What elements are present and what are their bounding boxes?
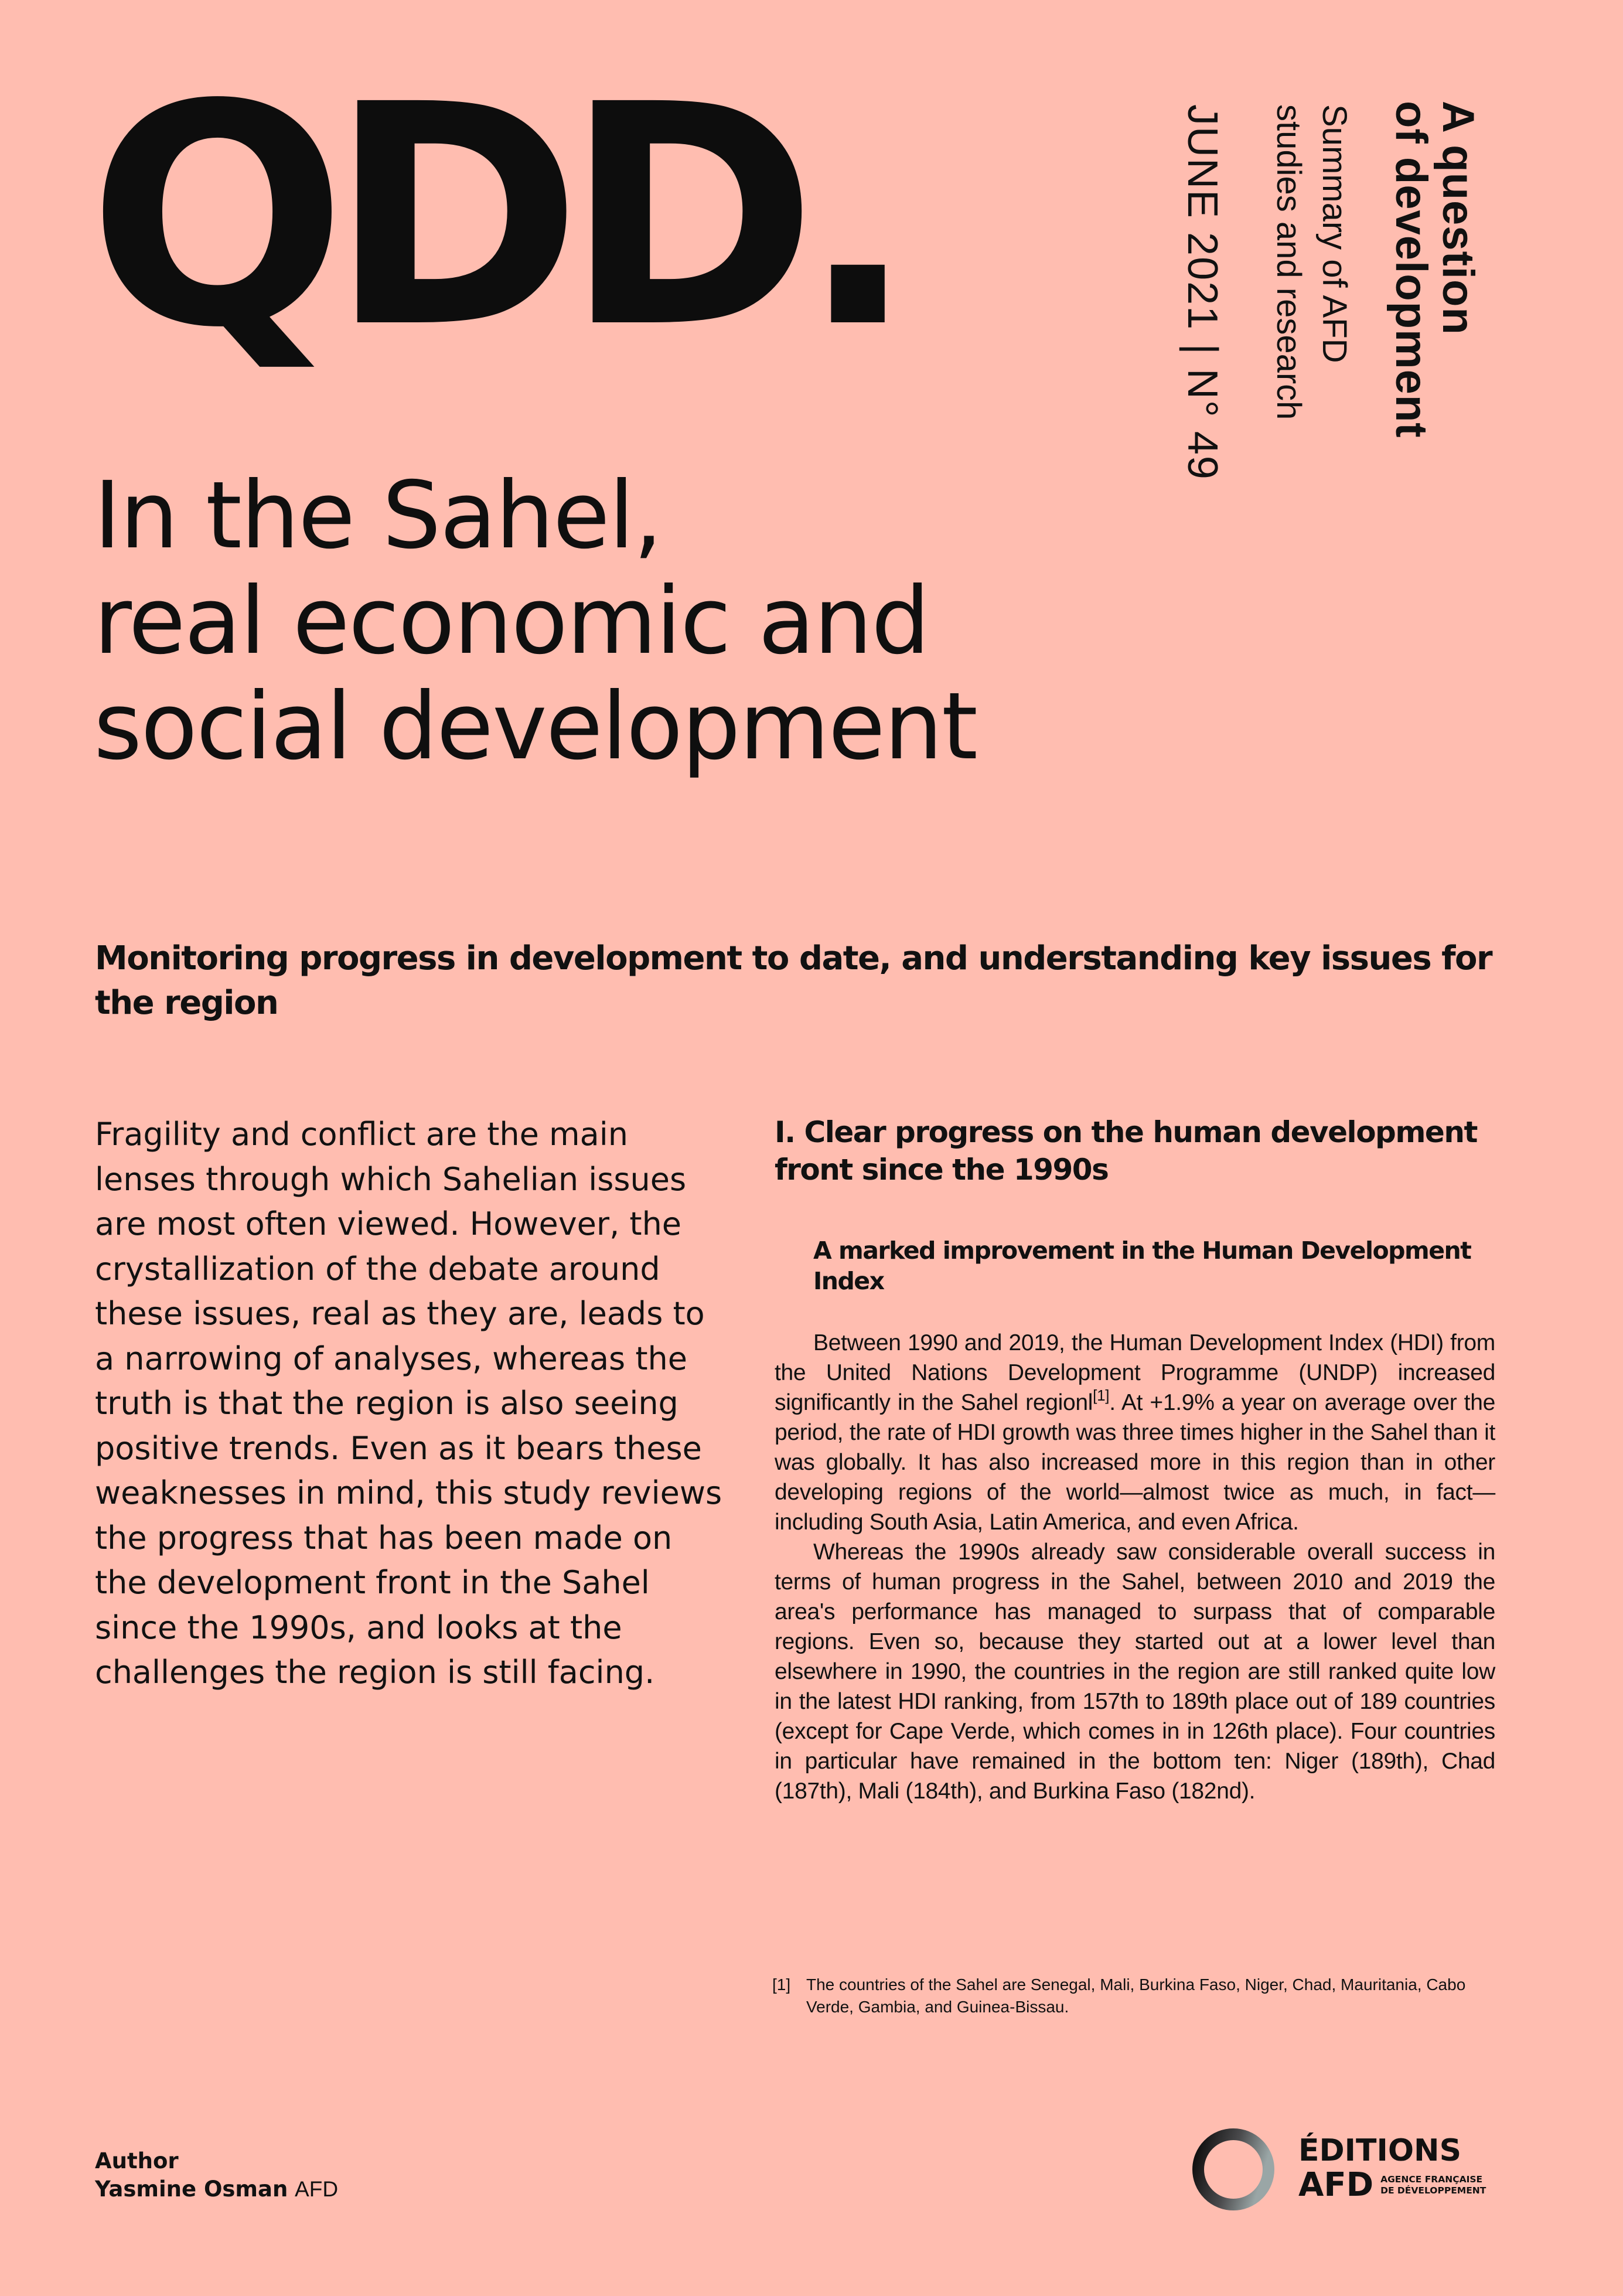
page-title	[94, 463, 1266, 779]
footnote	[772, 1974, 1499, 2018]
title-line: social development	[94, 673, 977, 781]
paragraph	[775, 1328, 1495, 1537]
series-subtitle-line: Summary of AFD	[1315, 104, 1353, 363]
series-title-line: of development	[1386, 101, 1436, 438]
series-subtitle-line: studies and research	[1270, 104, 1308, 420]
section-content	[775, 1113, 1495, 1806]
series-title	[1387, 101, 1481, 438]
publisher-logo	[1189, 2121, 1486, 2215]
title-line: In the Sahel,	[94, 462, 662, 570]
author-name: Yasmine Osman	[95, 2176, 288, 2202]
footnote-ref-link[interactable]: [1]	[1093, 1387, 1110, 1404]
author-org: AFD	[295, 2177, 339, 2201]
body-text	[775, 1328, 1495, 1806]
footnote-number: [1]	[772, 1975, 791, 1994]
series-subtitle	[1266, 104, 1357, 420]
title-line: real economic and	[94, 567, 929, 675]
qdd-logo: QDD.	[88, 39, 898, 394]
footnote-text: The countries of the Sahel are Senegal, Mali, Burkina Faso, Niger, Chad, Mauritania, Cabo Verde, Gambia, and Guinea-Bissau.	[806, 1975, 1466, 2016]
paragraph-text: Between 1990 and 2019, the Human Development Index (HDI) from the United Nations Development Programme (UNDP) increased significantly in the Sahel regionl	[775, 1330, 1495, 1415]
series-title-line: A question	[1433, 101, 1483, 335]
tagline-line: AGENCE FRANÇAISE	[1380, 2174, 1483, 2185]
ring-icon	[1189, 2124, 1277, 2212]
paragraph: Whereas the 1990s already saw considerable overall success in terms of human progress in the Sahel, between 2010 and 2019 the area's performance has managed to surpass that of comparable regions. Even so, because they started out at a lower level than elsewhere in 1990, the countries in the region are still ranked quite low in the latest HDI ranking, from 157th to 189th place out of 189 countries (except for Cape Verde, which comes in in 126th place). Four countries in particular have remained in the bottom ten: Niger (189th), Chad (187th), Mali (184th), and Burkina Faso (182nd).	[775, 1539, 1495, 1804]
subtitle: Monitoring progress in development to date, and understanding key issues for the region	[95, 939, 1492, 1022]
publisher-name: ÉDITIONS	[1298, 2133, 1462, 2168]
author-label: Author	[95, 2148, 179, 2174]
section-heading: I. Clear progress on the human development front since the 1990s	[775, 1115, 1477, 1187]
publisher-tagline	[1380, 2174, 1486, 2196]
author-block	[95, 2147, 338, 2203]
section-subheading: A marked improvement in the Human Development Index	[813, 1236, 1471, 1295]
publisher-acronym: AFD	[1298, 2166, 1374, 2204]
publisher-bottom-row	[1298, 2168, 1486, 2203]
paragraph-text: . At +1.9% a year on average over the period, the rate of HDI growth was three times higher in the Sahel than it was globally. It has also increased more in this region than in other developing regions of the world—almost twice as much, in fact—including South Asia, Latin America, and even Africa.	[775, 1390, 1496, 1535]
tagline-line: DE DÉVELOPPEMENT	[1380, 2185, 1486, 2196]
intro-text: Fragility and conflict are the main lenses through which Sahelian issues are most often viewed. However, the crystallization of the debate around these issues, real as they are, leads to a narrowing of analyses, whereas the truth is that the region is also seeing positive trends. Even as it bears these weaknesses in mind, this study reviews the progress that has been made on the development front in the Sahel since the 1990s, and looks at the challenges the region is still facing.	[95, 1116, 722, 1691]
issue-date-number: JUNE 2021 | N° 49	[1179, 104, 1226, 481]
publisher-wordmark	[1298, 2134, 1486, 2203]
